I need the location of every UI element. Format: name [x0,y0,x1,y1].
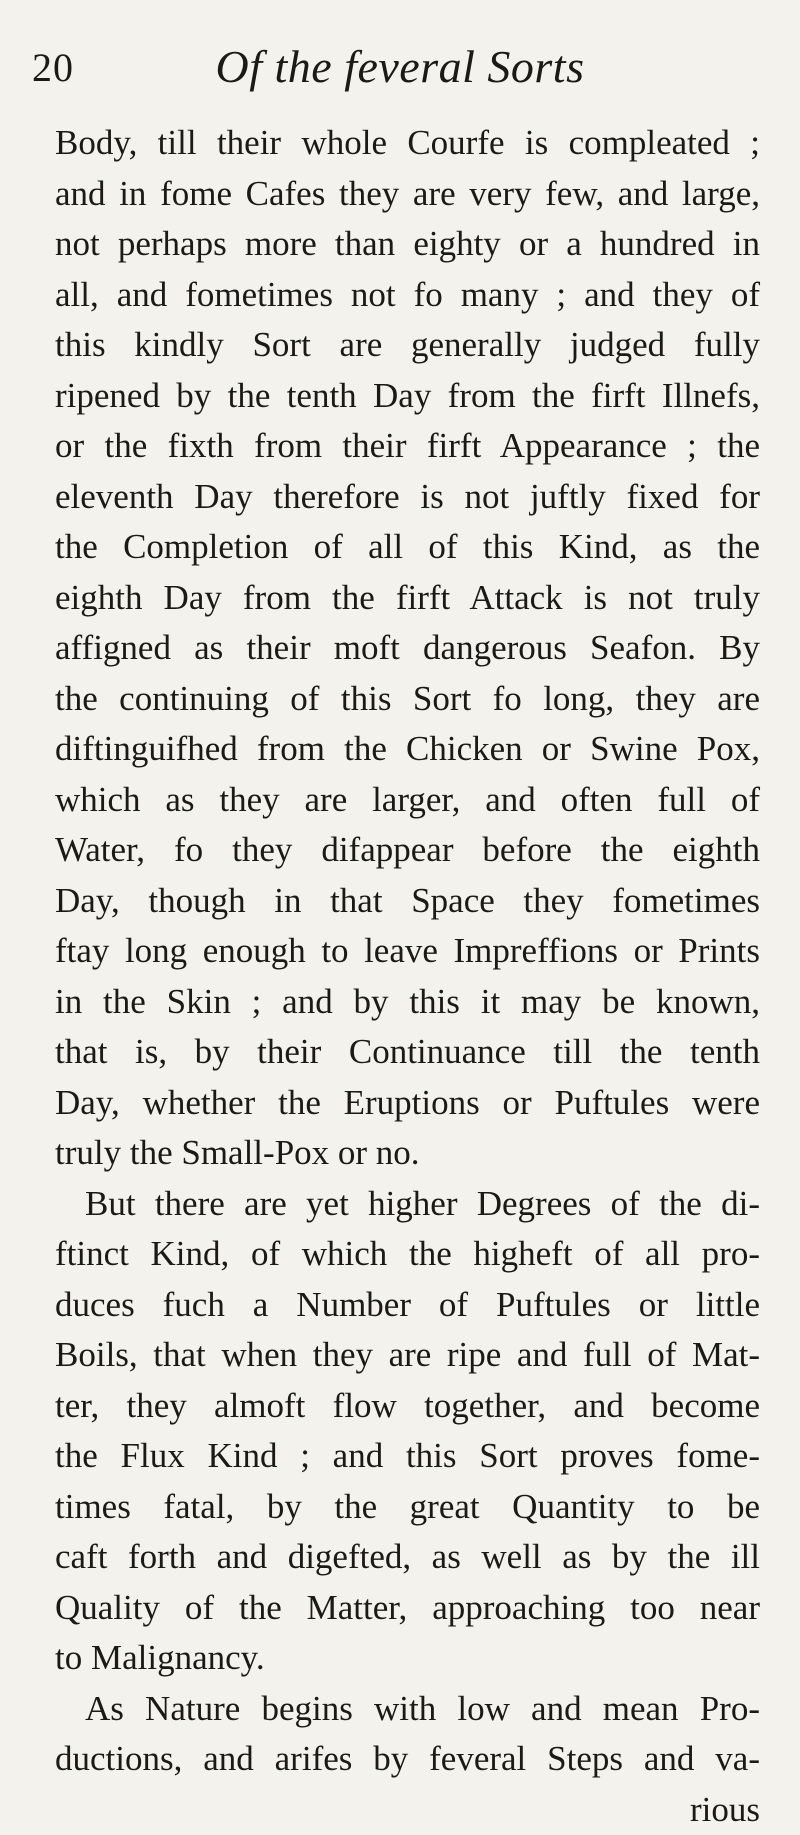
body-text [55,118,760,1835]
text-line: Day, though in that Space they fometimes [55,876,760,927]
text-line: or the fixth from their firft Appearance ; the [55,421,760,472]
text-line: affigned as their moft dangerous Seafon. By [55,623,760,674]
text-line: ftinct Kind, of which the higheft of all pro- [55,1229,760,1280]
text-line: ftay long enough to leave Impreffions or Prints [55,926,760,977]
text-line: ductions, and arifes by feveral Steps and va- [55,1734,760,1785]
text-line: times fatal, by the great Quantity to be [55,1482,760,1533]
text-line: duces fuch a Number of Puftules or little [55,1280,760,1331]
text-line: As Nature begins with low and mean Pro- [55,1684,760,1735]
running-title: Of the feveral Sorts [30,40,770,93]
text-line: the Completion of all of this Kind, as the [55,522,760,573]
text-line: in the Skin ; and by this it may be known, [55,977,760,1028]
text-line: diftinguifhed from the Chicken or Swine Pox, [55,724,760,775]
text-line: the continuing of this Sort fo long, they are [55,674,760,725]
text-line: eighth Day from the firft Attack is not truly [55,573,760,624]
text-line: caft forth and digefted, as well as by the ill [55,1532,760,1583]
text-line: to Malignancy. [55,1633,760,1684]
text-line: which as they are larger, and often full of [55,775,760,826]
text-line: Boils, that when they are ripe and full of Mat- [55,1330,760,1381]
text-line: not perhaps more than eighty or a hundred in [55,219,760,270]
text-line: this kindly Sort are generally judged fully [55,320,760,371]
text-line: eleventh Day therefore is not juftly fixed for [55,472,760,523]
text-line: that is, by their Continuance till the tenth [55,1027,760,1078]
text-line: ripened by the tenth Day from the firft Illnefs, [55,371,760,422]
page-number: 20 [32,44,74,91]
text-line: Quality of the Matter, approaching too near [55,1583,760,1634]
text-line: Body, till their whole Courfe is compleated ; [55,118,760,169]
text-line: all, and fometimes not fo many ; and they of [55,270,760,321]
catchword: rious [55,1785,760,1835]
running-head [30,38,770,98]
text-line: Water, fo they difappear before the eighth [55,825,760,876]
text-line: Day, whether the Eruptions or Puftules were [55,1078,760,1129]
text-line: and in fome Cafes they are very few, and large, [55,169,760,220]
text-line: But there are yet higher Degrees of the di- [55,1179,760,1230]
text-line: truly the Small-Pox or no. [55,1128,760,1179]
text-line: ter, they almoft flow together, and become [55,1381,760,1432]
text-line: the Flux Kind ; and this Sort proves fome- [55,1431,760,1482]
